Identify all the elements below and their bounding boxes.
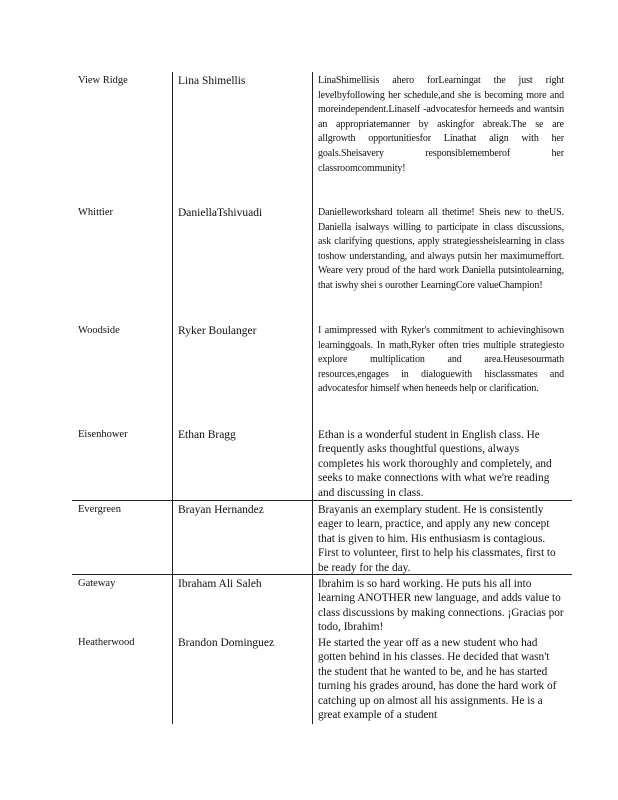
student-comment: He started the year off as a new student who had gotten behind in his classes. He decided that wasn't the student that he wanted to be, and he has started turning his grades around, has done the hard work of catching up on almost all his assignments. He is a great example of a student [318, 637, 557, 722]
row-divider [72, 500, 572, 501]
school-name: Heatherwood [78, 637, 135, 648]
school-name: Gateway [78, 578, 116, 589]
school-name: Woodside [78, 325, 120, 336]
student-comment: Ethan is a wonderful student in English class. He frequently asks thoughtful questions, always completes his work thoroughly and completely, and seeks to make connections with what we're reading and discussing in class. [318, 429, 552, 499]
student-name: Brandon Dominguez [178, 637, 275, 649]
student-comment: Brayanis an exemplary student. He is consistently eager to learn, practice, and apply any new concept that is given to him. His enthusiasm is contagious. First to volunteer, first to help his classmates, first to be ready for the day. [318, 504, 556, 574]
column-divider-right [312, 72, 313, 724]
student-name: Ryker Boulanger [178, 325, 257, 337]
school-name: Whittier [78, 207, 113, 218]
student-comment: Ibrahim is so hard working. He puts his all into learning ANOTHER new language, and adds value to class discussions by making connections. ¡Gracias por todo, Ibrahim! [318, 578, 564, 634]
student-name: Ethan Bragg [178, 429, 236, 441]
school-name: Eisenhower [78, 429, 128, 440]
student-comment: I amimpressed with Ryker's commitment to achievinghisown learninggoals. In math,Ryker often tries multiple strategiesto explore multiplication and area.Heusesourmath resources,engages in dialoguewith hisclassmates and advocatesfor himself when heneeds help or clarification. [318, 325, 564, 395]
student-name: Ibraham Ali Saleh [178, 578, 262, 590]
student-comment: LinaShimellisis ahero forLearningat the just right levelbyfollowing her schedule,and she is becoming more and moreindependent.Linaself -advocatesfor herneeds and wantsin an appropriatemanner by askingfor abreak.The se are allgrowth opportunitiesfor Linathat align with her goals.Sheisavery responsiblememberof her classroomcommunity! [318, 75, 564, 174]
student-comment: Danielleworkshard tolearn all thetime! Sheis new to theUS. Daniella isalways willing to participate in class discussions, ask clarifying questions, apply strategiessheislearning in class toshow understanding, and always putsin her maximumeffort. Weare very proud of the hard work Daniella putsintolearning, that iswhy shei s ourother LearningCore valueChampion! [318, 207, 564, 291]
student-name: DaniellaTshivuadi [178, 207, 263, 219]
school-name: Evergreen [78, 504, 121, 515]
column-divider-left [172, 72, 173, 724]
school-name: View Ridge [78, 75, 128, 86]
student-name: Brayan Hernandez [178, 504, 264, 516]
student-name: Lina Shimellis [178, 75, 246, 87]
